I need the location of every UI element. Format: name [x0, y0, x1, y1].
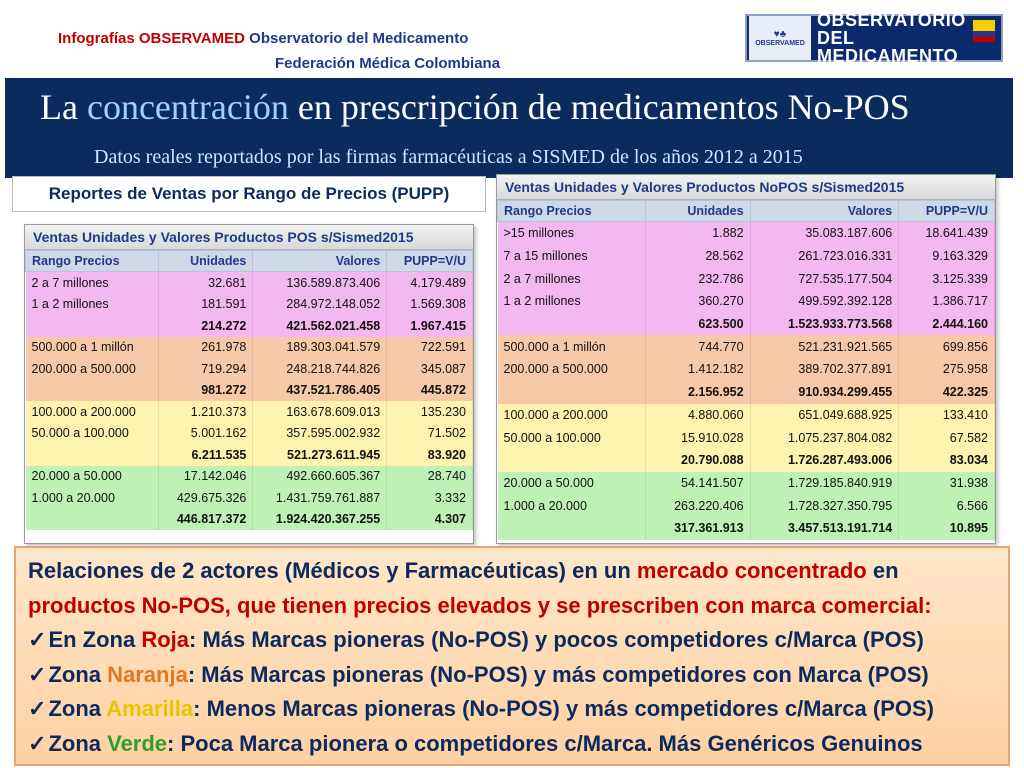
table-cell: 71.502	[387, 423, 473, 445]
table-subtotal-row	[498, 449, 995, 472]
summary-intro	[28, 554, 996, 589]
table-cell: 1.569.308	[387, 294, 473, 316]
summary-bullet-yellow	[28, 692, 996, 727]
check-icon: ✓	[28, 696, 47, 721]
logo-badge	[749, 16, 811, 60]
zone-label-red: Roja	[141, 627, 190, 652]
table-cell: 446.817.372	[159, 509, 253, 531]
table-cell: 133.410	[899, 404, 995, 427]
table-row	[498, 426, 995, 449]
logo-text	[811, 11, 973, 65]
col-header: Unidades	[646, 201, 751, 222]
table-header-row	[498, 201, 995, 222]
table-cell: 18.641.439	[899, 222, 995, 245]
table-cell: 232.786	[646, 267, 751, 290]
table-row	[26, 272, 473, 294]
table-cell: 1.523.933.773.568	[750, 313, 899, 336]
table-row	[498, 245, 995, 268]
table-cell: 651.049.688.925	[750, 404, 899, 427]
table-subtotal-row	[26, 315, 473, 337]
table-cell: 623.500	[646, 313, 751, 336]
table-cell: 3.332	[387, 487, 473, 509]
table-cell: 3.457.513.191.714	[750, 517, 899, 540]
table-cell: 2.156.952	[646, 381, 751, 404]
table-cell: 421.562.021.458	[253, 315, 387, 337]
table-cell	[498, 517, 646, 540]
table-cell: 54.141.507	[646, 472, 751, 495]
table-row	[26, 423, 473, 445]
header-brand	[58, 30, 468, 47]
table-subtotal-row	[498, 313, 995, 336]
table-cell: 200.000 a 500.000	[498, 358, 646, 381]
logo-line-1: OBSERVATORIO	[817, 10, 966, 30]
table-cell: 317.361.913	[646, 517, 751, 540]
table-cell: 100.000 a 200.000	[26, 401, 159, 423]
table-cell: 6.211.535	[159, 444, 253, 466]
table-cell: 15.910.028	[646, 426, 751, 449]
table-cell: 284.972.148.052	[253, 294, 387, 316]
summary-box	[14, 546, 1010, 766]
table-cell	[498, 381, 646, 404]
org-name: Observatorio del Medicamento	[249, 30, 469, 47]
page-subtitle: Datos reales reportados por las firmas farmacéuticas a SISMED de los años 2012 a 2015	[94, 146, 803, 168]
table-cell	[498, 449, 646, 472]
table-cell: 1.000 a 20.000	[26, 487, 159, 509]
table-cell: 2.444.160	[899, 313, 995, 336]
table-cell: 699.856	[899, 335, 995, 358]
table-cell: 521.273.611.945	[253, 444, 387, 466]
table-cell: 3.125.339	[899, 267, 995, 290]
table-subtotal-row	[26, 444, 473, 466]
table-cell: 214.272	[159, 315, 253, 337]
logo-line-2: DEL MEDICAMENTO	[817, 28, 959, 66]
table-row	[498, 404, 995, 427]
col-header: Unidades	[159, 251, 253, 272]
table-pos-title: Ventas Unidades y Valores Productos POS s/Sismed2015	[25, 225, 473, 250]
table-cell: 100.000 a 200.000	[498, 404, 646, 427]
table-cell: 2 a 7 millones	[498, 267, 646, 290]
table-cell: 10.895	[899, 517, 995, 540]
bullet-text: : Más Marcas pioneras (No-POS) y pocos competidores c/Marca (POS)	[189, 627, 924, 652]
table-cell: 1.729.185.840.919	[750, 472, 899, 495]
col-header: PUPP=V/U	[387, 251, 473, 272]
table-cell: 5.001.162	[159, 423, 253, 445]
table-cell: 7 a 15 millones	[498, 245, 646, 268]
table-cell: 31.938	[899, 472, 995, 495]
table-cell: 744.770	[646, 335, 751, 358]
table-cell	[26, 380, 159, 402]
table-cell: 67.582	[899, 426, 995, 449]
zone-label-yellow: Amarilla	[106, 696, 194, 721]
table-subtotal-row	[26, 380, 473, 402]
brand-label: Infografías OBSERVAMED	[58, 30, 245, 47]
table-row	[26, 294, 473, 316]
summary-bullet-orange	[28, 658, 996, 693]
table-cell: 50.000 a 100.000	[498, 426, 646, 449]
table-cell: 1.728.327.350.795	[750, 494, 899, 517]
table-cell: 1.967.415	[387, 315, 473, 337]
table-nopos-title: Ventas Unidades y Valores Productos NoPOS s/Sismed2015	[497, 175, 995, 200]
table-cell: 492.660.605.367	[253, 466, 387, 488]
table-cell: 17.142.046	[159, 466, 253, 488]
bullet-prefix: En Zona	[48, 627, 142, 652]
table-cell: 248.218.744.826	[253, 358, 387, 380]
table-row	[498, 267, 995, 290]
table-subtotal-row	[26, 509, 473, 531]
table-header-row	[26, 251, 473, 272]
table-row	[26, 466, 473, 488]
table-cell: 345.087	[387, 358, 473, 380]
table-cell: 4.179.489	[387, 272, 473, 294]
bullet-text: : Poca Marca pionera o competidores c/Marca. Más Genéricos Genuinos	[167, 730, 923, 756]
table-cell: 6.566	[899, 494, 995, 517]
table-cell: 1 a 2 millones	[26, 294, 159, 316]
table-nopos	[497, 200, 995, 540]
table-cell: 1.210.373	[159, 401, 253, 423]
table-cell: 1 a 2 millones	[498, 290, 646, 313]
zone-label-orange: Naranja	[107, 661, 188, 687]
table-cell: 445.872	[387, 380, 473, 402]
summary-highlight: mercado concentrado	[636, 558, 867, 583]
check-icon: ✓	[28, 661, 47, 687]
table-pos-panel	[24, 224, 474, 544]
col-header: Valores	[253, 251, 387, 272]
check-icon: ✓	[28, 730, 47, 756]
table-row	[498, 494, 995, 517]
table-cell: 4.880.060	[646, 404, 751, 427]
page-title	[40, 86, 910, 128]
bullet-text: : Menos Marcas pioneras (No-POS) y más competidores c/Marca (POS)	[193, 696, 935, 721]
table-cell: 263.220.406	[646, 494, 751, 517]
table-cell: 500.000 a 1 millón	[498, 335, 646, 358]
summary-bullet-green	[28, 727, 996, 762]
table-cell: 261.723.016.331	[750, 245, 899, 268]
table-cell: 981.272	[159, 380, 253, 402]
table-row	[26, 337, 473, 359]
table-cell: 20.000 a 50.000	[498, 472, 646, 495]
table-cell: 35.083.187.606	[750, 222, 899, 245]
summary-bullet-red	[28, 623, 996, 658]
table-cell: 437.521.786.405	[253, 380, 387, 402]
colombia-flag-icon	[973, 20, 995, 42]
check-icon: ✓	[28, 627, 47, 652]
col-header: Valores	[750, 201, 899, 222]
table-subtotal-row	[498, 517, 995, 540]
table-cell: 83.920	[387, 444, 473, 466]
bullet-prefix: Zona	[48, 730, 108, 756]
table-cell: 200.000 a 500.000	[26, 358, 159, 380]
col-header: Rango Precios	[498, 201, 646, 222]
table-cell: 28.740	[387, 466, 473, 488]
table-cell: 2 a 7 millones	[26, 272, 159, 294]
bullet-prefix: Zona	[48, 696, 107, 721]
federation-name: Federación Médica Colombiana	[275, 55, 501, 72]
table-cell: 189.303.041.579	[253, 337, 387, 359]
table-cell: 1.924.420.367.255	[253, 509, 387, 531]
zone-label-green: Verde	[107, 730, 168, 756]
table-cell: 32.681	[159, 272, 253, 294]
table-row	[498, 358, 995, 381]
table-row	[498, 290, 995, 313]
section-callout: Reportes de Ventas por Rango de Precios (PUPP)	[12, 176, 486, 212]
table-cell: 50.000 a 100.000	[26, 423, 159, 445]
observamed-logo	[745, 10, 1003, 66]
table-row	[26, 358, 473, 380]
table-row	[498, 335, 995, 358]
table-row	[498, 472, 995, 495]
table-cell: 163.678.609.013	[253, 401, 387, 423]
table-row	[26, 487, 473, 509]
table-cell	[498, 313, 646, 336]
table-cell: 389.702.377.891	[750, 358, 899, 381]
table-cell: 422.325	[899, 381, 995, 404]
table-pos	[25, 250, 473, 530]
table-cell: 910.934.299.455	[750, 381, 899, 404]
logo-badge-label: OBSERVAMED	[755, 40, 805, 47]
table-cell: 499.592.392.128	[750, 290, 899, 313]
table-row	[498, 222, 995, 245]
bullet-prefix: Zona	[48, 661, 108, 687]
col-header: PUPP=V/U	[899, 201, 995, 222]
table-nopos-panel	[496, 174, 996, 544]
table-cell: 357.595.002.932	[253, 423, 387, 445]
summary-intro-text: Relaciones de 2 actores (Médicos y Farmacéuticas) en un	[28, 558, 637, 583]
title-highlight: concentración	[86, 87, 289, 127]
table-cell: 360.270	[646, 290, 751, 313]
summary-intro-end: en	[866, 558, 899, 583]
table-cell: 1.726.287.493.006	[750, 449, 899, 472]
table-cell: 521.231.921.565	[750, 335, 899, 358]
table-subtotal-row	[498, 381, 995, 404]
table-cell: 20.000 a 50.000	[26, 466, 159, 488]
table-cell: 1.000 a 20.000	[498, 494, 646, 517]
bullet-text: : Más Marcas pioneras (No-POS) y más competidores con Marca (POS)	[187, 661, 929, 687]
table-cell: 1.386.717	[899, 290, 995, 313]
table-cell: 722.591	[387, 337, 473, 359]
table-cell: 135.230	[387, 401, 473, 423]
table-cell: 28.562	[646, 245, 751, 268]
table-cell: 1.431.759.761.887	[253, 487, 387, 509]
table-cell: 275.958	[899, 358, 995, 381]
table-cell: 261.978	[159, 337, 253, 359]
table-cell: >15 millones	[498, 222, 646, 245]
table-cell: 83.034	[899, 449, 995, 472]
table-cell	[26, 444, 159, 466]
table-cell: 136.589.873.406	[253, 272, 387, 294]
title-part-2: en prescripción de medicamentos No-POS	[288, 87, 910, 127]
table-cell	[26, 315, 159, 337]
table-cell: 727.535.177.504	[750, 267, 899, 290]
table-cell: 4.307	[387, 509, 473, 531]
col-header: Rango Precios	[26, 251, 159, 272]
table-cell: 20.790.088	[646, 449, 751, 472]
table-cell: 1.075.237.804.082	[750, 426, 899, 449]
table-cell: 1.412.182	[646, 358, 751, 381]
table-cell	[26, 509, 159, 531]
table-cell: 500.000 a 1 millón	[26, 337, 159, 359]
table-cell: 181.591	[159, 294, 253, 316]
summary-line-2: productos No-POS, que tienen precios elevados y se prescriben con marca comercial:	[28, 592, 932, 618]
logo-icon: ♥♣	[773, 29, 787, 40]
table-row	[26, 401, 473, 423]
table-cell: 719.294	[159, 358, 253, 380]
table-cell: 1.882	[646, 222, 751, 245]
title-part-1: La	[40, 87, 87, 127]
table-cell: 9.163.329	[899, 245, 995, 268]
table-cell: 429.675.326	[159, 487, 253, 509]
